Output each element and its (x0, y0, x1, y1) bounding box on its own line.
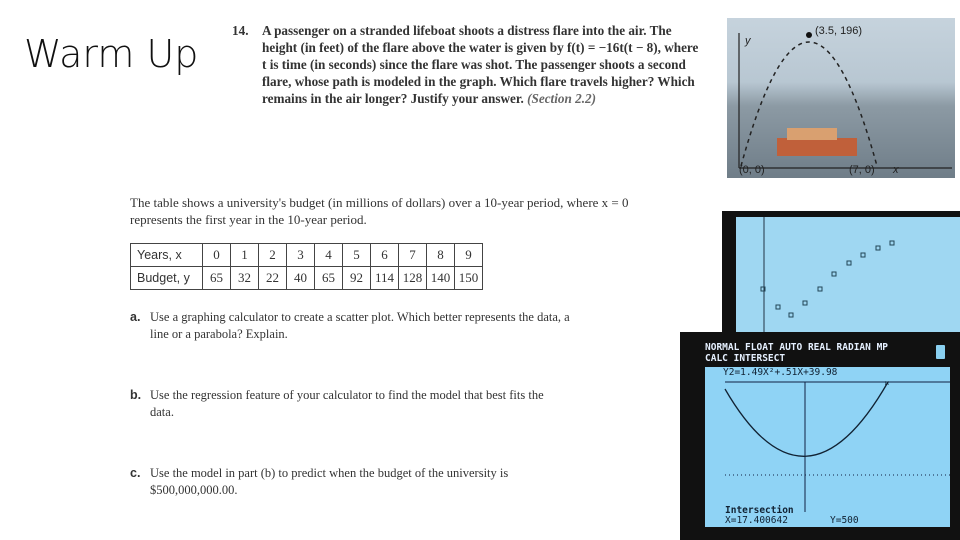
slide-title: Warm Up (24, 32, 199, 76)
problem-text: A passenger on a stranded lifeboat shoots a distress flare into the air. The height (in feet) of the flare above the water is given by f(t) = −16t(t − 8), where t is time (in seconds) since the flare was shot. The passenger shoots a second flare, whose path is modeled in the graph. Which flare travels higher? Which remains in the air longer? Justify your answer. (262, 23, 699, 106)
cell: 2 (259, 244, 287, 267)
cell: 9 (455, 244, 483, 267)
question-text: Use a graphing calculator to create a scatter plot. Which better represents the data, a line or a parabola? Explain. (150, 310, 570, 341)
result-label: Intersection (725, 505, 794, 516)
cell: 22 (259, 267, 287, 290)
question-c (130, 465, 570, 499)
parabola-graph (705, 367, 950, 527)
table-row (131, 244, 483, 267)
cell: 0 (203, 244, 231, 267)
scatter-plot-calculator (722, 211, 960, 335)
question-a (130, 309, 570, 343)
question-label: b. (130, 388, 142, 402)
row-header: Budget, y (131, 267, 203, 290)
status-line-2: CALC INTERSECT (705, 353, 786, 364)
flare-graph-photo (727, 18, 955, 178)
cell: 65 (203, 267, 231, 290)
svg-text:¤: ¤ (884, 379, 890, 389)
cell: 150 (455, 267, 483, 290)
cell: 1 (231, 244, 259, 267)
x-value: X=17.400642 (725, 515, 788, 526)
cell: 7 (399, 244, 427, 267)
cell: 8 (427, 244, 455, 267)
cell: 32 (231, 267, 259, 290)
cell: 3 (287, 244, 315, 267)
row-header: Years, x (131, 244, 203, 267)
question-b (130, 387, 570, 421)
question-text: Use the model in part (b) to predict when the budget of the university is $500,000,000.00. (150, 466, 509, 497)
question-text: Use the regression feature of your calculator to find the model that best fits the data. (150, 388, 544, 419)
battery-icon (936, 345, 945, 359)
y-value: Y=500 (830, 515, 859, 526)
budget-intro: The table shows a university's budget (in millions of dollars) over a 10-year period, where x = 0 represents the first year in the 10-year period. (130, 195, 629, 227)
cell: 65 (315, 267, 343, 290)
vertex-label: (3.5, 196) (815, 25, 863, 37)
question-label: a. (130, 310, 141, 324)
flare-parabola (727, 18, 955, 178)
problem-number: 14. (232, 23, 249, 38)
cell: 6 (371, 244, 399, 267)
cell: 4 (315, 244, 343, 267)
cell: 114 (371, 267, 399, 290)
question-label: c. (130, 466, 141, 480)
cell: 140 (427, 267, 455, 290)
origin-label: (0, 0) (739, 164, 765, 176)
scatter-plot (736, 217, 960, 335)
x-axis-label: x (893, 164, 899, 176)
intersect-calculator (680, 332, 960, 540)
table-row (131, 267, 483, 290)
status-line-1: NORMAL FLOAT AUTO REAL RADIAN MP (705, 342, 889, 353)
cell: 128 (399, 267, 427, 290)
section-ref: (Section 2.2) (527, 91, 596, 106)
problem-14 (232, 22, 702, 107)
cell: 5 (343, 244, 371, 267)
equation: Y2=1.49X²+.51X+39.98 (723, 367, 838, 378)
y-axis-label: y (745, 35, 751, 47)
cell: 92 (343, 267, 371, 290)
budget-table (130, 243, 483, 290)
cell: 40 (287, 267, 315, 290)
end-label: (7, 0) (849, 164, 875, 176)
